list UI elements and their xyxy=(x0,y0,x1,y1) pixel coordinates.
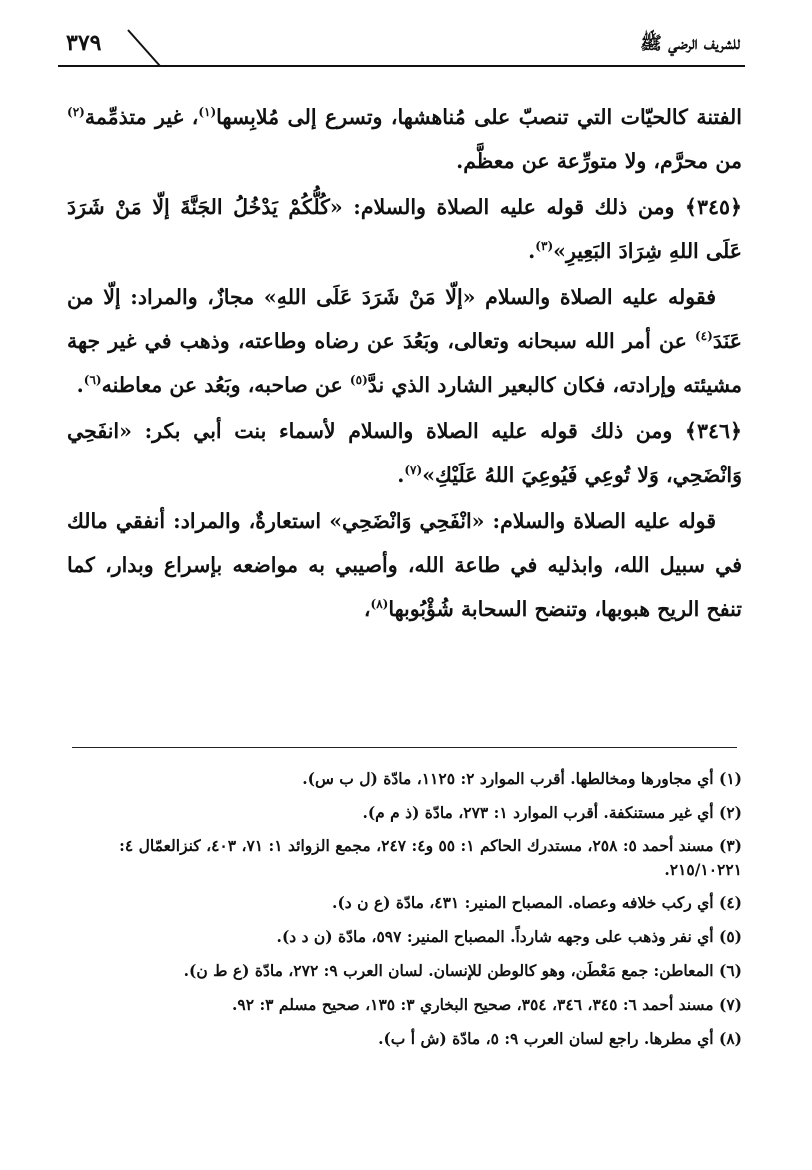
paragraph-3: فقوله عليه الصلاة والسلام «إلّا مَنْ شَرَدَ عَلَى اللهِ» مجازٌ، والمراد: إلّا من عَنَدَ$^{(٤)}$ عن أمر الله سبحانه وتعالى، وبَعُدَ عن رضاه وطاعته، وذهب في غير جهة مشيئته وإرادته، فكان كالبعير الشارد الذي ندَّ$^{(٥)}$ عن صاحبه، وبَعُد عن معاطنه$^{(٦)}$. xyxy=(67,285,742,397)
paragraph-5: قوله عليه الصلاة والسلام: «انْفَحِي وَانْضَحِي» استعارةٌ، والمراد: أنفقي مالك في سبيل الله، وابذليه في طاعة الله، وأصيبي به مواضعه بإسراع وبدار، كما تنفح الريح هبوبها، وتنضح السحابة شُؤْبُوبها$^{(٨)}$، xyxy=(67,509,742,621)
footnote-5: (٥) أي نفر وذهب على وجهه شارداً. المصباح المنير: ٥٩٧، مادّة (ن د د). xyxy=(276,927,742,946)
footnote-6: (٦) المعاطن: جمع مَعْطَن، وهو كالوطن للإنسان. لسان العرب ٩: ٢٧٢، مادّة (ع ط ن). xyxy=(183,961,742,980)
footnote-ref-1[interactable]: (١) xyxy=(198,105,217,120)
section-345: ﴿٣٤٥﴾ ومن ذلك قوله عليه الصلاة والسلام: «كُلُّكُمْ يَدْخُلُ الجَنَّةَ إلّا مَنْ شَرَدَ عَلَى اللهِ شِرَادَ البَعِيرِ»$^{(٣)}$. xyxy=(67,195,742,263)
footnote-ref-5[interactable]: (٥) xyxy=(349,373,368,388)
section-number: ﴿٣٤٦﴾ xyxy=(684,419,742,443)
footnote-4: (٤) أي ركب خلافه وعصاه. المصباح المنير: ٤٣١، مادّة (ع ن د). xyxy=(332,893,742,912)
footnote-1: (١) أي مجاورها ومخالطها. أقرب الموارد ٢: ١١٢٥، مادّة (ل ب س). xyxy=(302,769,742,788)
running-header: للشريف الرضي ﷺ xyxy=(640,33,740,54)
footnote-ref-6[interactable]: (٦) xyxy=(83,373,102,388)
page-number: ٣٧٩ xyxy=(66,30,102,56)
footnote-ref-4[interactable]: (٤) xyxy=(694,329,713,344)
footnote-ref-7[interactable]: (٧) xyxy=(404,463,423,478)
footnote-8: (٨) أي مطرها. راجع لسان العرب ٩: ٥، مادّة (ش أ ب). xyxy=(378,1029,742,1048)
footnote-ref-2[interactable]: (٢) xyxy=(67,105,85,120)
section-number: ﴿٣٤٥﴾ xyxy=(684,195,742,219)
footnote-2: (٢) أي غير مستنكفة. أقرب الموارد ١: ٢٧٣، مادّة (ذ م م). xyxy=(362,803,742,822)
section-346: ﴿٣٤٦﴾ ومن ذلك قوله عليه الصلاة والسلام لأسماء بنت أبي بكر: «انفَحِي وَانْضَحِي، وَلا تُوعِي فَيُوعِيَ اللهُ عَلَيْكِ»$^{(٧)}$. xyxy=(67,419,742,487)
footnote-3: (٣) مسند أحمد ٥: ٢٥٨، مستدرك الحاكم ١: ٥٥ و٤: ٢٤٧، مجمع الزوائد ١: ٧١، ٤٠٣، كنزالعمّال ٤: ٢١٥/١٠٢٢١. xyxy=(119,836,742,879)
paragraph-1: الفتنة كالحيّات التي تنصبّ على مُناهشها، وتسرع إلى مُلابِسها$^{(١)}$، غير متذمِّمة$^{(٢)}$ من محرَّم، ولا متورِّعة عن معظَّم. xyxy=(67,105,742,173)
footnote-ref-3[interactable]: (٣) xyxy=(535,239,554,254)
footnotes xyxy=(62,766,742,1060)
footnote-7: (٧) مسند أحمد ٦: ٣٤٥، ٣٤٦، ٣٥٤، صحيح البخاري ٣: ١٣٥، صحيح مسلم ٣: ٩٢. xyxy=(231,995,742,1014)
footnote-ref-8[interactable]: (٨) xyxy=(370,597,389,612)
main-text xyxy=(67,95,742,631)
footnote-separator xyxy=(72,747,737,748)
